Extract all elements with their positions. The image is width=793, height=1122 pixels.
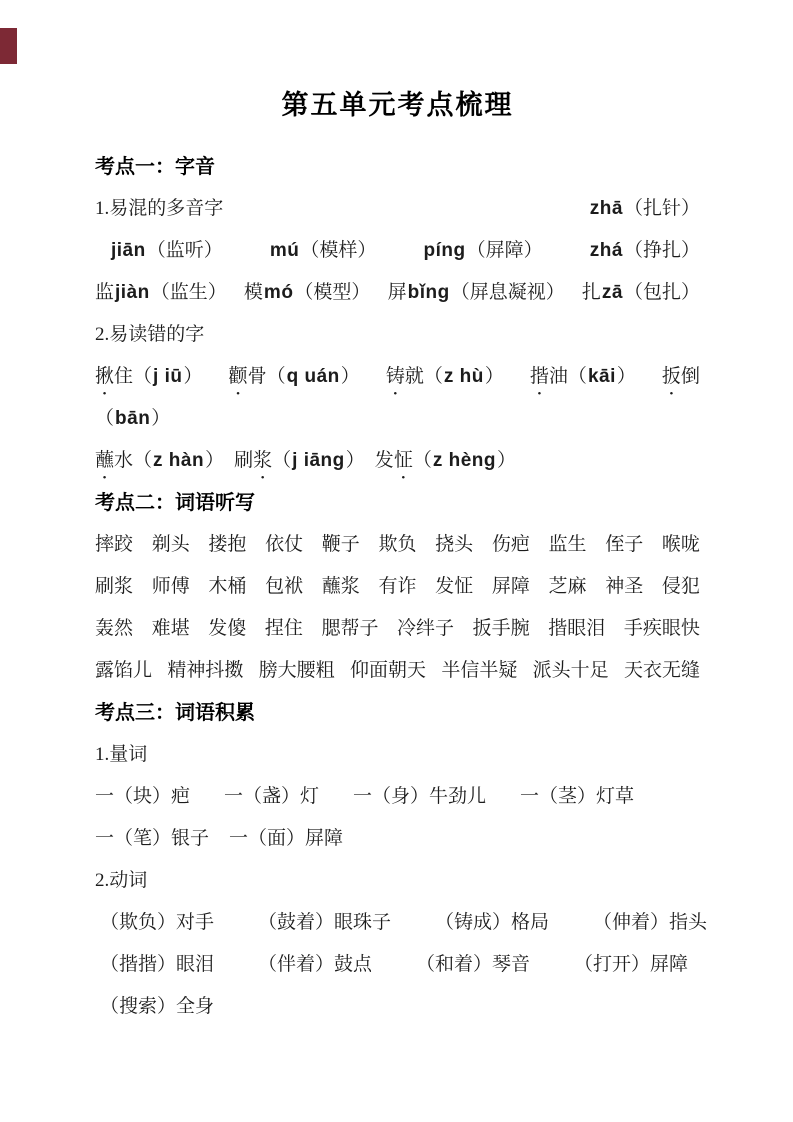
line-misread-row1 [95,365,700,389]
line-dictation-row1 [95,533,700,557]
chinese-text: 揪 • [95,365,114,389]
phrase [259,659,335,683]
phrase [593,911,707,935]
chinese-text: 1.量词 [95,744,148,765]
chinese-text: （监听） [146,240,223,261]
pinyin-text: z hèng [432,450,497,471]
pinyin-text: mó [263,282,294,303]
phrase [662,365,700,389]
chinese-text: （扎针） [623,198,700,219]
chinese-text: 就（ [404,366,443,387]
pinyin-text: jiān [111,240,146,261]
phrase [375,449,516,473]
chinese-text: （伸着）指头 [593,912,708,933]
phrase [110,239,223,263]
pinyin-text: zhā [589,198,623,219]
chinese-text: （和着）琴音 [416,954,531,975]
chinese-text: （包扎） [623,282,700,303]
line-verb-row3 [95,995,700,1019]
phrase [95,407,170,431]
phrase [95,155,215,179]
chinese-text: 浆 • [253,449,272,473]
phrase [589,239,700,263]
phrase [258,953,372,977]
chinese-text: 半信半疑 [441,660,518,681]
line-quantifier-row2 [95,827,700,851]
phrase [416,953,530,977]
chinese-text: 扳手腕 [472,618,530,639]
phrase [605,533,643,557]
pinyin-text: bān [115,408,151,429]
pinyin-text: zhá [589,240,623,261]
pinyin-text: j iū [153,366,183,387]
pinyin-text: bǐng [407,282,450,303]
section-heading-1 [95,155,700,179]
chinese-text: 水（ [114,450,153,471]
chinese-text: 派头十足 [532,660,609,681]
phrase [95,281,227,305]
chinese-text: 发 [374,450,394,471]
chinese-text: 怔 • [394,449,413,473]
phrase [95,785,190,809]
line-verb-row2 [95,953,700,977]
phrase [441,659,517,683]
chinese-text: 刷浆 [95,576,134,597]
phrase [234,449,365,473]
chinese-text: 蘸 • [95,449,114,473]
chinese-text: 喉咙 [661,534,700,555]
phrase [582,281,700,305]
phrase [265,617,303,641]
chinese-text: 一（块）疤 [95,786,191,807]
pinyin-text: píng [423,240,466,261]
phrase [435,911,549,935]
phrase [100,953,214,977]
phrase [95,869,147,893]
phrase [95,449,224,473]
phrase [530,365,636,389]
chinese-text: 一（笔）银子 [95,828,210,849]
phrase [100,911,214,935]
phrase [549,533,587,557]
chinese-text: （欺负）对手 [100,912,215,933]
line-polyphone-row2 [95,281,700,305]
chinese-text: 腮帮子 [321,618,379,639]
chinese-text: 一（身）牛劲儿 [353,786,487,807]
chinese-text: 精神抖擞 [167,660,244,681]
chinese-text: 扳 • [662,365,681,389]
chinese-text: 剃头 [151,534,190,555]
chinese-text: 考点三：词语积累 [95,702,255,724]
phrase [589,197,700,221]
phrase [229,365,360,389]
chinese-text: （鼓着）眼珠子 [258,912,392,933]
chinese-text: 刷 [234,450,254,471]
chinese-text: 油（ [548,366,587,387]
phrase [208,575,246,599]
chinese-text: 颧 • [229,365,248,389]
chinese-text: 天衣无缝 [623,660,700,681]
phrase [265,533,303,557]
chinese-text: 搂抱 [208,534,247,555]
chinese-text: 倒 [680,366,700,387]
phrase [605,575,643,599]
phrase [95,197,223,221]
phrase [95,323,204,347]
pinyin-text: q uán [286,366,340,387]
phrase [258,911,391,935]
phrase [244,281,371,305]
chinese-text: 屏 [387,282,407,303]
chinese-text: （屏障） [466,240,543,261]
chinese-text: （铸成）格局 [435,912,550,933]
section-heading-3 [95,701,700,725]
chinese-text: 侵犯 [661,576,700,597]
phrase [353,785,486,809]
chinese-text: 1.易混的多音字 [95,198,224,219]
phrase [662,575,700,599]
chinese-text: 监 [95,282,115,303]
phrase [95,701,255,725]
phrase [520,785,634,809]
phrase [208,533,246,557]
chinese-text: （监生） [150,282,227,303]
chinese-text: ） [616,366,636,387]
chinese-text: 露馅儿 [95,660,153,681]
chinese-text: 挠头 [435,534,474,555]
phrase [167,659,243,683]
chinese-text: 揩 • [530,365,549,389]
chinese-text: （模型） [294,282,371,303]
chinese-text: 2.易读错的字 [95,324,205,345]
chinese-text: 轰然 [95,618,134,639]
chinese-text: 模 [243,282,263,303]
line-polyphone-intro [95,197,700,221]
chinese-text: 伤疤 [491,534,530,555]
chinese-text: 考点一：字音 [95,156,215,178]
chinese-text: 屏障 [491,576,530,597]
chinese-text: 欺负 [378,534,417,555]
page-corner-marker [0,28,17,64]
chinese-text: ） [484,366,504,387]
chinese-text: 发怔 [435,576,474,597]
chinese-text: 包袱 [265,576,304,597]
phrase [492,533,530,557]
chinese-text: 铸 • [386,365,405,389]
chinese-text: 仰面朝天 [349,660,426,681]
chinese-text: 蘸浆 [321,576,360,597]
chinese-text: （ [412,450,432,471]
phrase [378,575,416,599]
chinese-text: （打开）屏障 [574,954,689,975]
phrase [322,575,360,599]
phrase [378,533,416,557]
phrase [350,659,426,683]
chinese-text: 难堪 [151,618,190,639]
chinese-text: 手疾眼快 [623,618,700,639]
line-quantifier-row1 [95,785,700,809]
phrase [95,743,147,767]
phrase [229,827,343,851]
chinese-text: 骨（ [247,366,286,387]
phrase [152,533,190,557]
phrase [473,617,530,641]
phrase [322,533,360,557]
phrase [548,617,605,641]
phrase [208,617,246,641]
phrase [662,533,700,557]
pinyin-text: jiàn [115,282,150,303]
phrase [265,575,303,599]
phrase [435,533,473,557]
section-heading-2 [95,491,700,515]
phrase [321,617,378,641]
document-body [95,155,708,1019]
chinese-text: 有诈 [378,576,417,597]
phrase [95,533,133,557]
line-misread-row1b [95,407,700,431]
line-quantifier-intro [95,743,700,767]
phrase [95,659,152,683]
phrase [624,659,700,683]
phrase [269,239,377,263]
pinyin-text: z hàn [153,450,205,471]
chinese-text: ） [340,366,360,387]
phrase [624,617,700,641]
pinyin-text: kāi [587,366,616,387]
chinese-text: 一（盏）灯 [224,786,320,807]
chinese-text: 木桶 [208,576,247,597]
phrase [152,617,190,641]
phrase [388,281,565,305]
chinese-text: （ [95,408,115,429]
chinese-text: 侄子 [605,534,644,555]
chinese-text: 芝麻 [548,576,587,597]
chinese-text: 鞭子 [321,534,360,555]
chinese-text: ） [205,450,225,471]
chinese-text: 捏住 [264,618,303,639]
line-dictation-row4 [95,659,700,683]
phrase [386,365,504,389]
line-polyphone-row1 [95,239,700,263]
chinese-text: 住（ [114,366,153,387]
phrase [152,575,190,599]
phrase [492,575,530,599]
chinese-text: ） [151,408,171,429]
chinese-text: ） [183,366,203,387]
chinese-text: （伴着）鼓点 [258,954,373,975]
chinese-text: 摔跤 [95,534,134,555]
chinese-text: （模样） [300,240,377,261]
chinese-text: 膀大腰粗 [258,660,335,681]
chinese-text: ） [345,450,365,471]
phrase [423,239,543,263]
pinyin-text: j iāng [292,450,345,471]
line-misread-row2 [95,449,700,473]
line-misread-intro [95,323,700,347]
pinyin-text: mú [269,240,300,261]
phrase [95,491,255,515]
line-dictation-row2 [95,575,700,599]
phrase [397,617,454,641]
phrase [549,575,587,599]
line-verb-intro [95,869,700,893]
chinese-text: 揩眼泪 [548,618,606,639]
phrase [224,785,319,809]
chinese-text: 考点二：词语听写 [95,492,255,514]
pinyin-text: zā [601,282,623,303]
chinese-text: （ [272,450,292,471]
chinese-text: （搜索）全身 [100,996,215,1017]
phrase [95,365,203,389]
chinese-text: 发傻 [208,618,247,639]
chinese-text: 一（面）屏障 [229,828,344,849]
line-verb-row1 [95,911,708,935]
phrase [100,995,214,1019]
chinese-text: （屏息凝视） [450,282,565,303]
phrase [435,575,473,599]
phrase [533,659,609,683]
phrase [95,617,133,641]
page-title: 第五单元考点梳理 [281,90,514,120]
pinyin-text: z hù [443,366,484,387]
chinese-text: 监生 [548,534,587,555]
line-dictation-row3 [95,617,700,641]
chinese-text: 冷绊子 [397,618,455,639]
phrase [574,953,688,977]
chinese-text: 依仗 [265,534,304,555]
phrase [95,827,209,851]
chinese-text: （挣扎） [623,240,700,261]
chinese-text: 2.动词 [95,870,148,891]
chinese-text: 神圣 [605,576,644,597]
chinese-text: ） [497,450,517,471]
chinese-text: 师傅 [151,576,190,597]
phrase [95,575,133,599]
chinese-text: （揩揩）眼泪 [100,954,215,975]
chinese-text: 扎 [581,282,601,303]
chinese-text: 一（茎）灯草 [520,786,635,807]
